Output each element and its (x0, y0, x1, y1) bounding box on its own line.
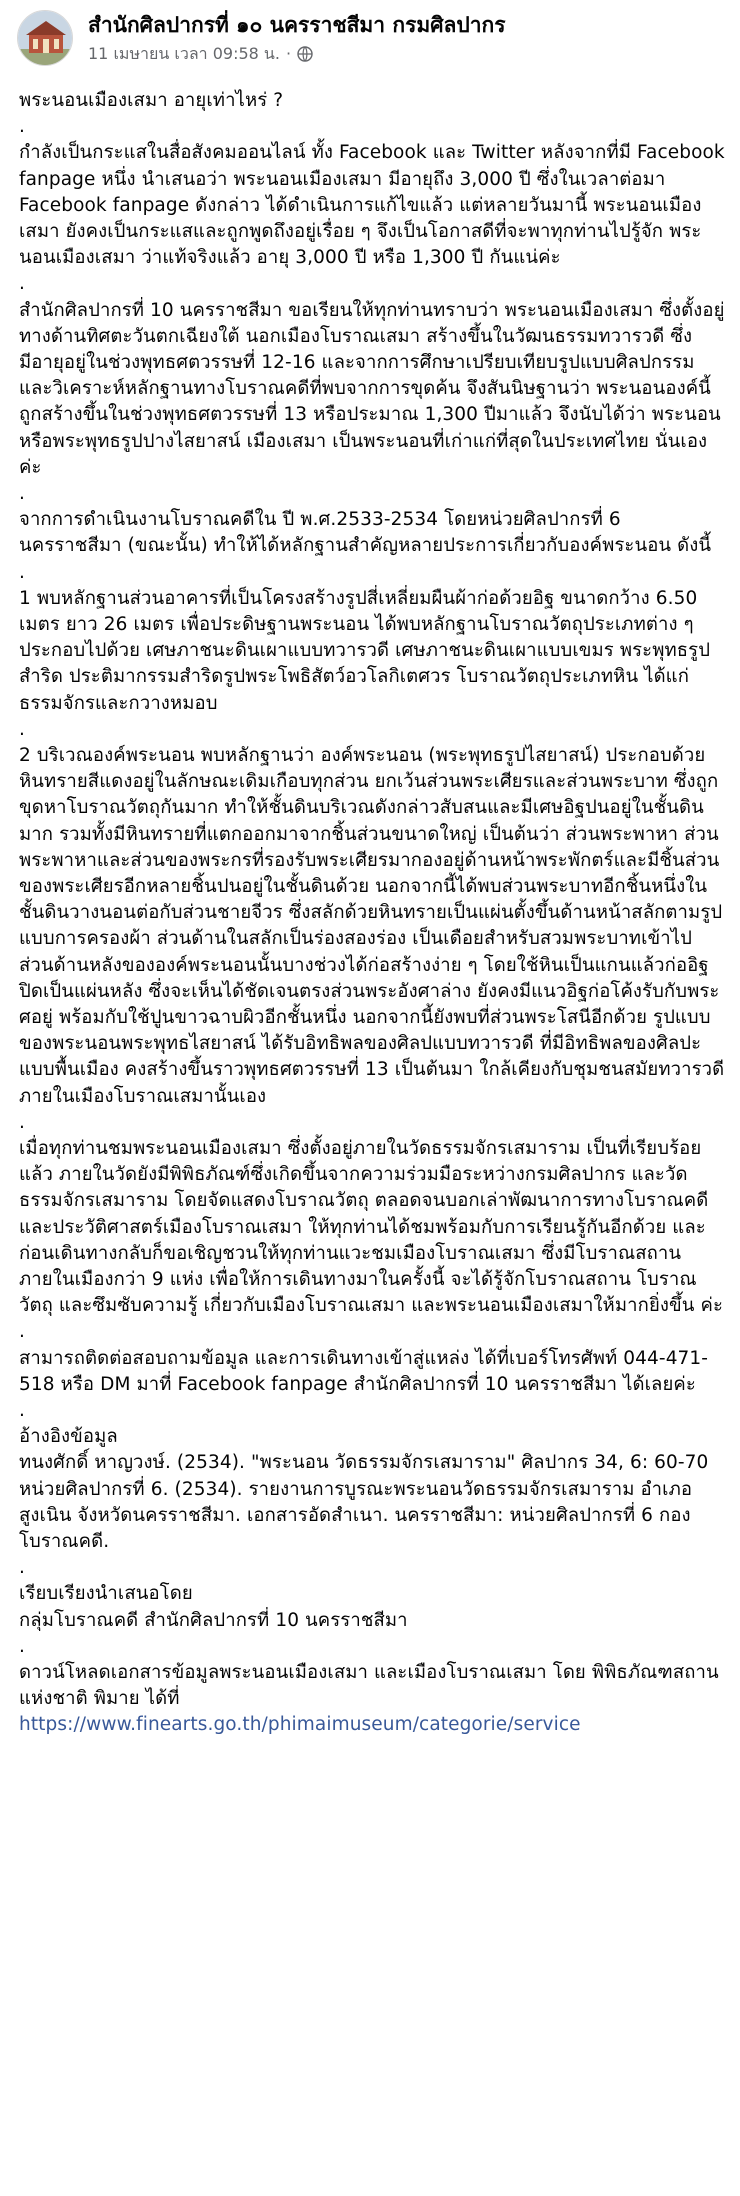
building-icon (18, 11, 73, 66)
paragraph-excavation: จากการดำเนินงานโบราณคดีใน ปี พ.ศ.2533-2534 โดยหน่วยศิลปากรที่ 6 นครราชสีมา (ขณะนั้น) ทำให้ได้หลักฐานสำคัญหลายประการเกี่ยวกับองค์พระนอน ดังนี้ (19, 509, 712, 557)
dot-separator: . (19, 561, 25, 583)
globe-icon[interactable] (297, 46, 313, 62)
post-header (0, 0, 740, 78)
dot-separator: . (19, 273, 25, 295)
dot-separator: . (19, 483, 25, 505)
dot-separator: . (19, 1400, 25, 1422)
paragraph-references: อ้างอิงข้อมูล ทนงศักดิ์ หาญวงษ์. (2534). "พระนอน วัดธรรมจักรเสมาราม" ศิลปากร 34, 6: 60-70 หน่วยศิลปากรที่ 6. (2534). รายงานการบูรณะพระนอนวัดธรรมจักรเสมาราม อำเภอสูงเนิน จังหวัดนครราชสีมา. เอกสารอัดสำเนา. นครราชสีมา: หน่วยศิลปากรที่ 6 กองโบราณคดี. (19, 1426, 709, 1553)
paragraph-visit: เมื่อทุกท่านชมพระนอนเมืองเสมา ซึ่งตั้งอยู่ภายในวัดธรรมจักรเสมาราม เป็นที่เรียบร้อยแล้ว ภายในวัดยังมีพิพิธภัณฑ์ซึ่งเกิดขึ้นจากความร่วมมือระหว่างกรมศิลปากร และวัดธรรมจักรเสมาราม โดยจัดแสดงโบราณวัตถุ ตลอดจนบอกเล่าพัฒนาการทางโบราณคดีและประวัติศาสตร์เมืองโบราณเสมา ให้ทุกท่านได้ชมพร้อมกับการเรียนรู้กันอีกด้วย และก่อนเดินทางกลับก็ขอเชิญชวนให้ทุกท่านแวะชมเมืองโบราณเสมา ซึ่งมีโบราณสถานภายในเมืองกว่า 9 แห่ง เพื่อให้การเดินทางมาในครั้งนี้ จะได้รู้จักโบราณสถาน โบราณวัตถุ และซึมซับความรู้ เกี่ยวกับเมืองโบราณเสมา และพระนอนเมืองเสมาให้มากยิ่งขึ้น ค่ะ (19, 1138, 723, 1317)
paragraph-download: ดาวน์โหลดเอกสารข้อมูลพระนอนเมืองเสมา และเมืองโบราณเสมา โดย พิพิธภัณฑสถานแห่งชาติ พิมาย ได้ที่ (19, 1662, 719, 1710)
post-timestamp[interactable]: 11 เมษายน เวลา 09:58 น. (88, 44, 280, 63)
paragraph-intro: กำลังเป็นกระแสในสื่อสังคมออนไลน์ ทั้ง Facebook และ Twitter หลังจากที่มี Facebook fanpage หนึ่ง นำเสนอว่า พระนอนเมืองเสมา มีอายุถึง 3,000 ปี ซึ่งในเวลาต่อมา Facebook fanpage ดังกล่าว ได้ดำเนินการแก้ไขแล้ว แต่หลายวันมานี้ พระนอนเมืองเสมา ยังคงเป็นกระแสและถูกพูดถึงอยู่เรื่อย ๆ จึงเป็นโอกาสดีที่จะพาทุกท่านไปรู้จัก พระนอนเมืองเสมา ว่าแท้จริงแล้ว อายุ 3,000 ปี หรือ 1,300 ปี กันแน่ค่ะ (19, 142, 731, 269)
paragraph-credit: เรียบเรียงนำเสนอโดย กลุ่มโบราณคดี สำนักศิลปากรที่ 10 นครราชสีมา (19, 1583, 408, 1631)
paragraph-finding-2: 2 บริเวณองค์พระนอน พบหลักฐานว่า องค์พระนอน (พระพุทธรูปไสยาสน์) ประกอบด้วยหินทรายสีแดงอยู่ในลักษณะเดิมเกือบทุกส่วน ยกเว้นส่วนพระเศียรและส่วนพระบาท ซึ่งถูกขุดหาโบราณวัตถุกันมาก ทำให้ชั้นดินบริเวณดังกล่าวสับสนและมีเศษอิฐปนอยู่ในชั้นดินมาก รวมทั้งมีหินทรายที่แตกออกมาจากชิ้นส่วนขนาดใหญ่ เป็นต้นว่า ส่วนพระพาหา ส่วนพระพาหาและส่วนของพระกรที่รองรับพระเศียรมากองอยู่ด้านหน้าพระพักตร์และมีชิ้นส่วนของพระเศียรอีกหลายชิ้นปนอยู่ในชั้นดินด้วย นอกจากนี้ได้พบส่วนพระบาทอีกชิ้นหนึ่งในชั้นดินวางนอนต่อกับส่วนชายจีวร ซึ่งสลักด้วยหินทรายเป็นแผ่นตั้งขึ้นด้านหน้าสลักตามรูปแบบการครองผ้า ส่วนด้านในสลักเป็นร่องสองร่อง เป็นเดือยสำหรับสวมพระบาทเข้าไป ส่วนด้านหลังขององค์พระนอนนั้นบางช่วงได้ก่อสร้างง่าย ๆ โดยใช้หินเป็นแกนแล้วก่ออิฐปิดเป็นแผ่นหลัง ซึ่งจะเห็นได้ชัดเจนตรงส่วนพระอังศาล่าง ยังคงมีแนวอิฐก่อโค้งรับกับพระศอยู่ พร้อมกับใช้ปูนขาวฉาบผิวอีกชั้นหนึ่ง นอกจากนี้ยังพบที่ส่วนพระโสนีอีกด้วย รูปแบบของพระนอนพระพุทธไสยาสน์ ได้รับอิทธิพลของศิลปแบบทวารวดี ที่มีอิทธิพลของศิลปะแบบพื้นเมือง คงสร้างขึ้นราวพุทธศตวรรษที่ 13 เป็นต้นมา ใกล้เคียงกับชุมชนสมัยทวารวดีภายในเมืองโบราณเสมานั้นเอง (19, 745, 725, 1107)
paragraph-contact: สามารถติดต่อสอบถามข้อมูล และการเดินทางเข้าสู่แหล่ง ได้ที่เบอร์โทรศัพท์ 044-471-518 หรือ DM มาที่ Facebook fanpage สำนักศิลปากรที่ 10 นครราชสีมา ได้เลยค่ะ (19, 1347, 709, 1395)
post-body (19, 88, 731, 1739)
dot-separator: . (19, 1635, 25, 1657)
dot-separator: . (19, 718, 25, 740)
meta-separator: · (285, 44, 292, 63)
post-meta (88, 43, 313, 65)
paragraph-age: สำนักศิลปากรที่ 10 นครราชสีมา ขอเรียนให้ทุกท่านทราบว่า พระนอนเมืองเสมา ซึ่งตั้งอยู่ทางด้านทิศตะวันตกเฉียงใต้ นอกเมืองโบราณเสมา สร้างขึ้นในวัฒนธรรมทวารวดี ซึ่งมีอายุอยู่ในช่วงพุทธศตวรรษที่ 12-16 และจากการศึกษาเปรียบเทียบรูปแบบศิลปกรรม และวิเคราะห์หลักฐานทางโบราณคดีที่พบจากการขุดค้น จึงสันนิษฐานว่า พระนอนองค์นี้ ถูกสร้างขึ้นในช่วงพุทธศตวรรษที่ 13 หรือประมาณ 1,300 ปีมาแล้ว จึงนับได้ว่า พระนอน หรือพระพุทธรูปปางไสยาสน์ เมืองเสมา เป็นพระนอนที่เก่าแก่ที่สุดในประเทศไทย นั่นเองค่ะ (19, 299, 727, 478)
paragraph-finding-1: 1 พบหลักฐานส่วนอาคารที่เป็นโครงสร้างรูปสี่เหลี่ยมผืนผ้าก่อด้วยอิฐ ขนาดกว้าง 6.50 เมตร ยาว 26 เมตร เพื่อประดิษฐานพระนอน ได้พบหลักฐานโบราณวัตถุประเภทต่าง ๆ ประกอบไปด้วย เศษภาชนะดินเผาแบบทวารวดี เศษภาชนะดินเผาแบบเขมร พระพุทธรูปสำริด ประติมากรรมสำริดรูปพระโพธิสัตว์อวโลกิเตศวร โบราณวัตถุประเภทหิน ได้แก่ ธรรมจักรและกวางหมอบ (19, 587, 711, 714)
dot-separator: . (19, 1111, 25, 1133)
download-link[interactable]: https://www.finearts.go.th/phimaimuseum/categorie/service (19, 1714, 581, 1736)
page-name[interactable]: สำนักศิลปากรที่ ๑๐ นครราชสีมา กรมศิลปากร (88, 13, 506, 37)
page-avatar[interactable] (17, 10, 73, 66)
post-title: พระนอนเมืองเสมา อายุเท่าไหร่ ? (19, 90, 284, 111)
dot-separator: . (19, 1557, 25, 1579)
dot-separator: . (19, 116, 25, 138)
dot-separator: . (19, 1321, 25, 1343)
